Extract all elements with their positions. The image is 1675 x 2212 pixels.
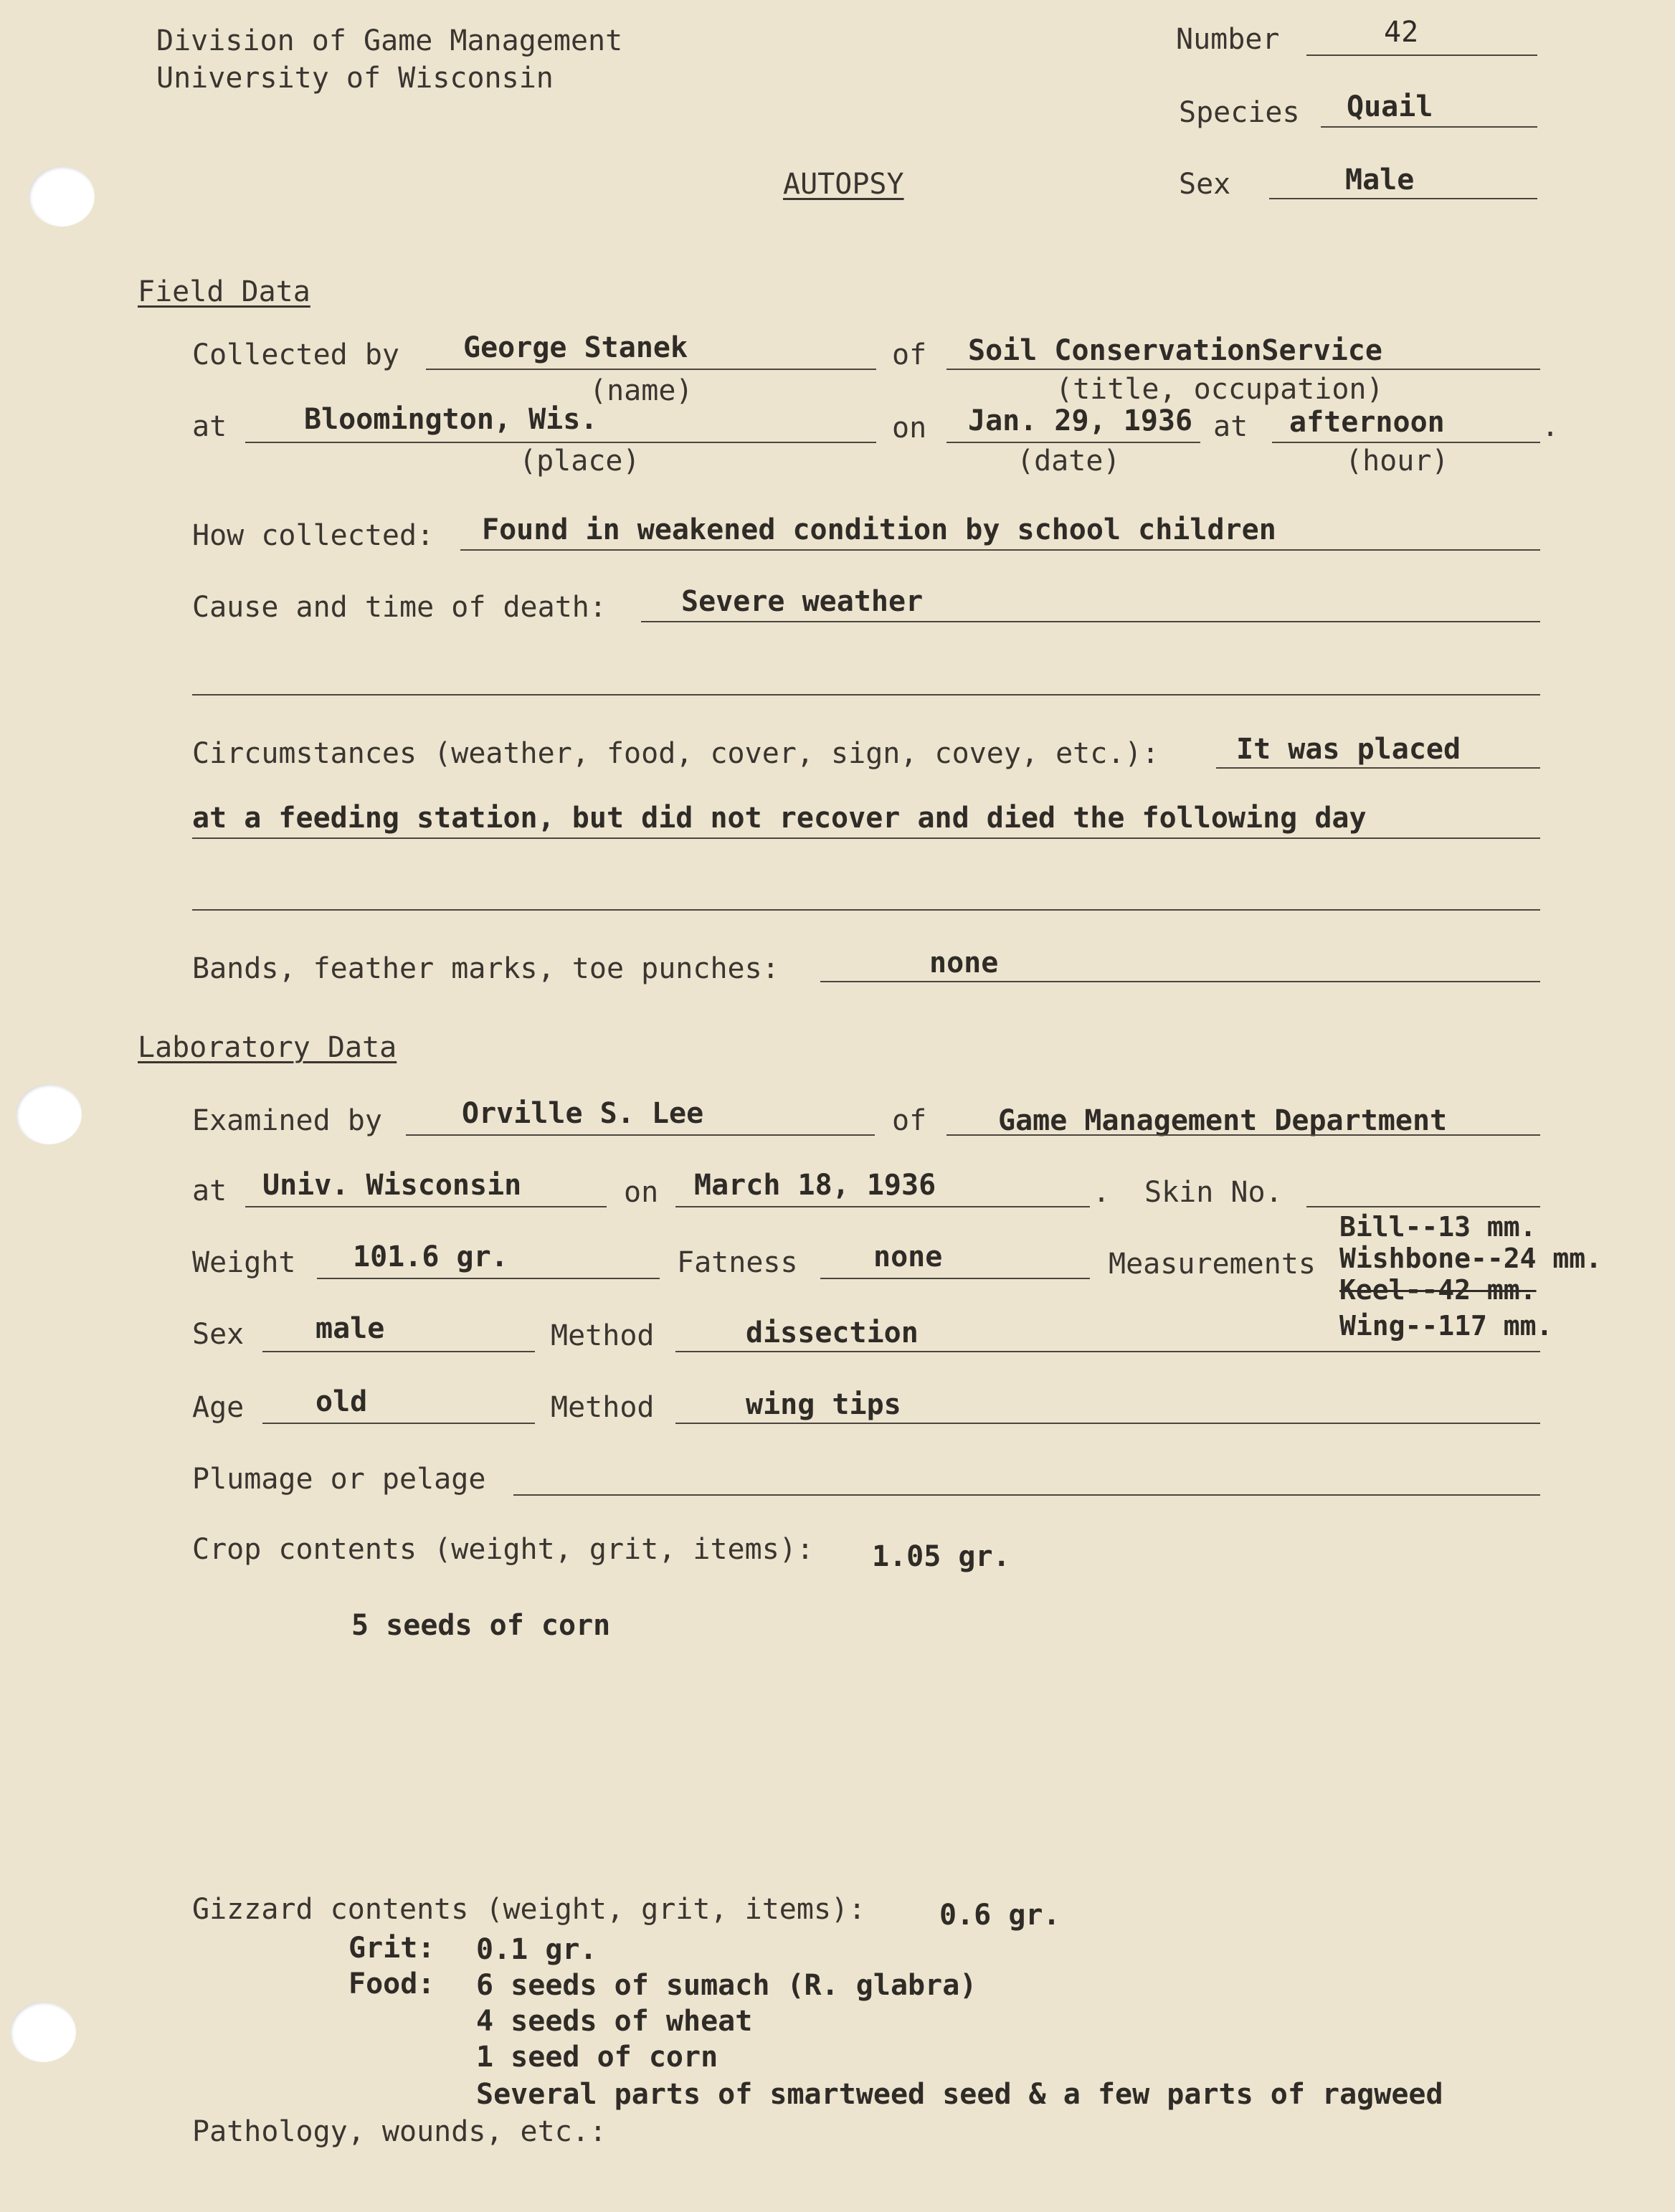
sex-header-value: Male: [1345, 163, 1415, 196]
punch-hole-middle: [16, 1084, 82, 1144]
bands-label: Bands, feather marks, toe punches:: [192, 952, 779, 985]
circumstances-line-1: [1216, 767, 1540, 769]
collected-by-value: George Stanek: [463, 331, 688, 364]
fatness-label: Fatness: [677, 1246, 798, 1279]
skin-no-label: Skin No.: [1144, 1176, 1283, 1209]
of-value: Soil ConservationService: [968, 334, 1382, 367]
weight-line: [317, 1278, 660, 1279]
collected-by-line: [426, 369, 876, 370]
crop-items: 5 seeds of corn: [351, 1609, 611, 1642]
measurements-label: Measurements: [1109, 1248, 1316, 1281]
title-caption: (title, occupation): [1055, 373, 1384, 406]
sex-header-label: Sex: [1179, 168, 1231, 201]
field-data-heading: Field Data: [138, 275, 310, 308]
form-title: AUTOPSY: [783, 168, 904, 201]
grit-value: 0.1 gr.: [476, 1933, 597, 1966]
plumage-label: Plumage or pelage: [192, 1463, 486, 1496]
measurement-bill: Bill--13 mm.: [1339, 1211, 1537, 1243]
species-line: [1321, 126, 1537, 128]
species-value: Quail: [1347, 90, 1433, 123]
food-label: Food:: [348, 1967, 435, 2000]
collected-by-label: Collected by: [192, 338, 399, 371]
measurement-wishbone: Wishbone--24 mm.: [1339, 1243, 1603, 1274]
lab-sex-label: Sex: [192, 1318, 245, 1351]
lab-sex-value: male: [315, 1312, 385, 1345]
sex-header-line: [1269, 198, 1537, 199]
sex-method-line: [675, 1351, 1540, 1352]
lab-of-line: [946, 1134, 1540, 1136]
crop-value: 1.05 gr.: [872, 1540, 1010, 1573]
place-caption: (place): [519, 445, 640, 478]
how-collected-value: Found in weakened condition by school children: [482, 513, 1276, 546]
lab-at-label: at: [192, 1174, 227, 1207]
cause-line-2: [192, 694, 1540, 696]
lab-sex-line: [262, 1351, 535, 1352]
lab-on-period: .: [1093, 1176, 1111, 1209]
cause-value: Severe weather: [681, 585, 924, 618]
gizzard-label: Gizzard contents (weight, grit, items):: [192, 1893, 866, 1926]
punch-hole-top: [29, 166, 95, 227]
number-value: 42: [1384, 16, 1419, 49]
number-line: [1306, 54, 1537, 56]
weight-value: 101.6 gr.: [353, 1240, 508, 1273]
at-line: [245, 442, 876, 443]
cause-label: Cause and time of death:: [192, 591, 607, 624]
lab-of-value: Game Management Department: [998, 1104, 1448, 1137]
food-item-4: Several parts of smartweed seed & a few parts of ragweed: [476, 2078, 1443, 2111]
food-item-1: 6 seeds of sumach (R. glabra): [476, 1969, 977, 2002]
lab-at-line: [245, 1206, 607, 1207]
at-label: at: [192, 410, 227, 443]
hour-period: .: [1542, 410, 1560, 443]
circumstances-value-1: It was placed: [1236, 733, 1461, 766]
how-collected-line: [460, 549, 1540, 551]
food-item-3: 1 seed of corn: [476, 2041, 718, 2074]
age-value: old: [315, 1385, 368, 1418]
plumage-line: [513, 1494, 1540, 1496]
bands-value: none: [929, 946, 999, 979]
name-caption: (name): [589, 374, 693, 407]
fatness-value: none: [873, 1240, 943, 1273]
age-method-line: [675, 1423, 1540, 1424]
of-line: [946, 369, 1540, 370]
circumstances-value-2: at a feeding station, but did not recover and died the following day: [192, 802, 1367, 835]
lab-on-line: [675, 1206, 1090, 1207]
hour-caption: (hour): [1345, 445, 1449, 478]
grit-label: Grit:: [348, 1932, 435, 1965]
measurement-keel: Keel--42 mm.: [1339, 1274, 1537, 1306]
at-value: Bloomington, Wis.: [304, 403, 598, 436]
lab-on-label: on: [624, 1176, 659, 1209]
at-hour-label: at: [1213, 410, 1248, 443]
lab-at-value: Univ. Wisconsin: [262, 1169, 522, 1202]
org-line-1: Division of Game Management: [156, 24, 623, 57]
examined-label: Examined by: [192, 1104, 382, 1137]
org-line-2: University of Wisconsin: [156, 62, 554, 95]
lab-of-label: of: [892, 1104, 927, 1137]
age-label: Age: [192, 1391, 245, 1424]
circumstances-line-2: [192, 837, 1540, 839]
how-collected-label: How collected:: [192, 519, 435, 552]
age-method-label: Method: [551, 1391, 655, 1424]
sex-method-value: dissection: [746, 1316, 919, 1349]
examined-line: [406, 1134, 875, 1136]
on-line: [946, 442, 1200, 443]
lab-on-value: March 18, 1936: [694, 1169, 936, 1202]
on-label: on: [892, 412, 927, 445]
hour-line: [1272, 442, 1540, 443]
bands-line: [820, 981, 1540, 982]
gizzard-value: 0.6 gr.: [939, 1899, 1060, 1932]
sex-method-label: Method: [551, 1319, 655, 1352]
age-method-value: wing tips: [746, 1388, 901, 1421]
circumstances-line-3: [192, 909, 1540, 911]
crop-label: Crop contents (weight, grit, items):: [192, 1533, 814, 1566]
skin-no-line: [1306, 1206, 1540, 1207]
number-label: Number: [1176, 23, 1280, 56]
cause-line: [641, 621, 1540, 622]
examined-value: Orville S. Lee: [462, 1097, 704, 1130]
fatness-line: [820, 1278, 1090, 1279]
species-label: Species: [1179, 96, 1300, 129]
food-item-2: 4 seeds of wheat: [476, 2005, 753, 2038]
on-value: Jan. 29, 1936: [968, 404, 1193, 437]
weight-label: Weight: [192, 1246, 296, 1279]
date-caption: (date): [1017, 445, 1121, 478]
measurement-wing: Wing--117 mm.: [1339, 1310, 1553, 1342]
circumstances-label: Circumstances (weather, food, cover, sign, covey, etc.):: [192, 737, 1159, 770]
hour-value: afternoon: [1289, 406, 1445, 439]
age-line: [262, 1423, 535, 1424]
of-label: of: [892, 338, 927, 371]
punch-hole-bottom: [10, 2002, 76, 2062]
pathology-label: Pathology, wounds, etc.:: [192, 2115, 607, 2148]
lab-data-heading: Laboratory Data: [138, 1031, 397, 1064]
